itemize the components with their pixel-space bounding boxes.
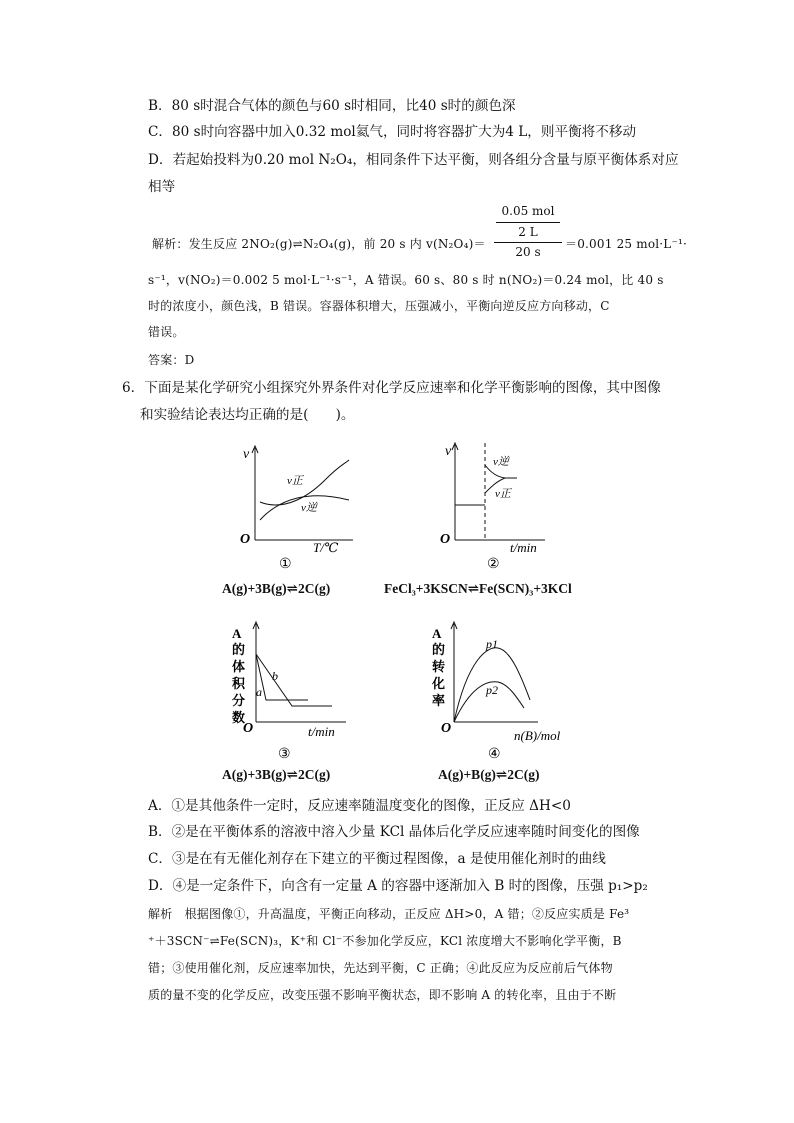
graph4-y-label-part2: 的 xyxy=(432,642,446,657)
graph1-x-label: T/℃ xyxy=(313,540,339,555)
analysis-q6-line3: 错；③使用催化剂，反应速率加快，先达到平衡，C 正确；④此反应为反应前后气体物 xyxy=(148,961,613,975)
graph3-x-label: t/min xyxy=(308,724,335,739)
graph1-number: ① xyxy=(279,557,292,570)
question6-stem-cont: 和实验结论表达均正确的是( )。 xyxy=(140,407,355,423)
graph2-origin: O xyxy=(440,532,451,547)
option-d-cont: 相等 xyxy=(148,179,176,195)
q6-option-c: C．③是在有无催化剂存在下建立的平衡过程图像，a 是使用催化剂时的曲线 xyxy=(148,851,606,867)
option-b: B．80 s时混合气体的颜色与60 s时相同，比40 s时的颜色深 xyxy=(148,98,516,114)
graph4-origin: O xyxy=(441,721,452,736)
graph2-equation: FeCl₃+3KSCN⇌Fe(SCN)₃+3KCl xyxy=(384,581,572,596)
graph4-x-label: n(B)/mol xyxy=(514,728,561,743)
fraction-denominator: 20 s xyxy=(515,245,541,259)
option-d: D．若起始投料为0.20 mol N₂O₄，相同条件下达平衡，则各组分含量与原平衡体系对应 xyxy=(148,152,679,168)
graph4-y-label-part1: A xyxy=(432,626,442,641)
graph4-equation: A(g)+B(g)⇌2C(g) xyxy=(438,767,540,782)
graph-4 xyxy=(428,618,588,763)
graph3-y-label-part5: 分 xyxy=(232,693,246,708)
graph4-number: ④ xyxy=(488,747,501,762)
question6-stem: 6．下面是某化学研究小组探究外界条件对化学反应速率和化学平衡影响的图像，其中图像 xyxy=(122,380,661,396)
graph4-y-label-part3: 转 xyxy=(432,659,446,674)
q6-option-b: B．②是在平衡体系的溶液中溶入少量 KCl 晶体后化学反应速率随时间变化的图像 xyxy=(148,824,640,840)
graph-2 xyxy=(425,435,565,570)
graph3-curve-a xyxy=(256,654,308,700)
graph2-vfwd-label: v正 xyxy=(495,488,511,500)
graph2-number: ② xyxy=(487,557,500,570)
graph-1 xyxy=(225,440,365,570)
graph4-p2-label: p2 xyxy=(486,683,498,697)
graph3-y-label-part1: A xyxy=(232,626,242,641)
analysis-q6-line2: ⁺＋3SCN⁻⇌Fe(SCN)₃，K⁺和 Cl⁻不参加化学反应，KCl 浓度增大不影响化学平衡，B xyxy=(148,934,622,948)
analysis-q5-line2: s⁻¹，v(NO₂)＝0.002 5 mol·L⁻¹·s⁻¹，A 错误。60 s、80 s 时 n(NO₂)＝0.24 mol，比 40 s xyxy=(148,273,664,287)
graph2-vrev-label: v逆 xyxy=(493,456,509,468)
graph-3 xyxy=(228,618,358,763)
analysis-q5-line4: 错误。 xyxy=(148,325,185,339)
graph2-x-label: t/min xyxy=(510,540,537,555)
analysis-q5-line3: 时的浓度小，颜色浅，B 错误。容器体积增大，压强减小，平衡向逆反应方向移动，C xyxy=(148,299,610,313)
graph1-y-label: v xyxy=(243,447,250,462)
fraction-middle: 2 L xyxy=(518,225,538,239)
analysis-q6-line1: 解析 根据图像①，升高温度，平衡正向移动，正反应 ΔH>0，A 错；②反应实质是 Fe³ xyxy=(148,907,630,921)
graph3-y-label-part3: 体 xyxy=(232,659,246,674)
graph3-y-label-part2: 的 xyxy=(232,642,246,657)
graph3-b-label: b xyxy=(272,669,278,683)
graph3-a-label: a xyxy=(256,685,262,699)
graph1-curve-forward xyxy=(260,460,349,505)
graph4-y-label-part5: 率 xyxy=(432,693,446,708)
graph1-origin: O xyxy=(240,532,251,547)
graph4-p1-label: p1 xyxy=(486,637,498,651)
graph2-y-label: v xyxy=(445,444,452,459)
q6-option-a: A．①是其他条件一定时，反应速率随温度变化的图像，正反应 ΔH<0 xyxy=(148,798,571,814)
option-c: C．80 s时向容器中加入0.32 mol氦气，同时将容器扩大为4 L，则平衡将不移动 xyxy=(148,124,637,140)
graph4-y-label-part4: 化 xyxy=(432,676,446,691)
graph3-equation: A(g)+3B(g)⇌2C(g) xyxy=(222,767,331,782)
graph3-y-label-part6: 数 xyxy=(232,710,246,725)
fraction-numerator: 0.05 mol xyxy=(501,204,555,218)
answer-q5: 答案：D xyxy=(148,353,195,367)
graph3-y-label-part4: 积 xyxy=(232,676,246,691)
fraction-bar xyxy=(496,222,560,223)
graph3-origin: O xyxy=(243,721,254,736)
graph1-vfwd-label: v正 xyxy=(287,475,303,487)
fraction-bar-main xyxy=(494,242,562,243)
graph1-equation: A(g)+3B(g)⇌2C(g) xyxy=(222,581,331,596)
graph3-number: ③ xyxy=(278,747,291,762)
graph3-curve-b xyxy=(256,654,332,706)
analysis-q6-line4: 质的量不变的化学反应，改变压强不影响平衡状态，即不影响 A 的转化率，且由于不断 xyxy=(148,988,617,1002)
analysis-q5-line1b: ＝0.001 25 mol·L⁻¹· xyxy=(565,237,688,251)
q6-option-d: D．④是一定条件下，向含有一定量 A 的容器中逐渐加入 B 时的图像，压强 p₁>p₂ xyxy=(148,878,648,894)
graph1-vrev-label: v逆 xyxy=(301,502,317,514)
analysis-q5-line1a: 解析：发生反应 2NO₂(g)⇌N₂O₄(g)，前 20 s 内 v(N₂O₄)＝ xyxy=(152,237,486,251)
